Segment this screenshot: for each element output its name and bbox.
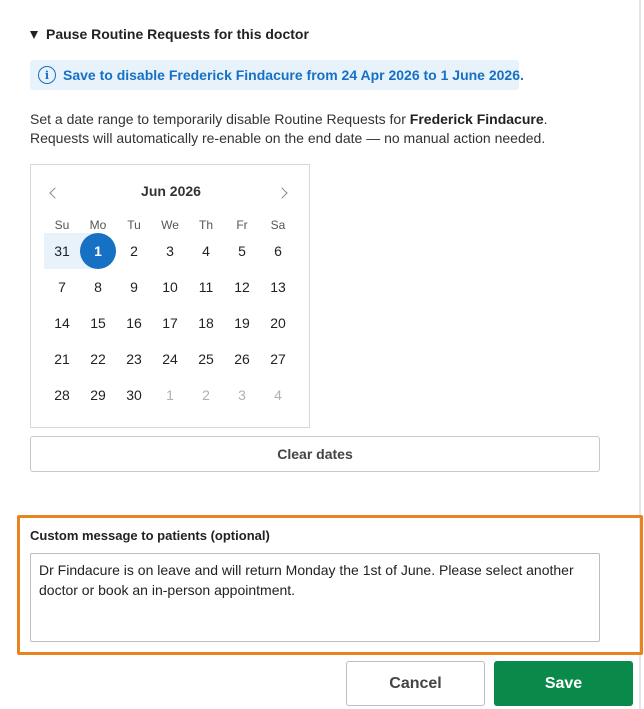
calendar-day-label: 24 [162, 351, 178, 367]
calendar-day-label: 29 [90, 387, 106, 403]
calendar-day[interactable] [188, 341, 224, 377]
calendar-day-label: 3 [166, 243, 174, 259]
chevron-right-icon [276, 187, 287, 198]
description-prefix: Set a date range to temporarily disable Routine Requests for [30, 111, 410, 127]
calendar-day-label: 3 [238, 387, 246, 403]
calendar-day[interactable] [44, 377, 80, 413]
save-button[interactable]: Save [494, 661, 633, 706]
calendar-day-label: 30 [126, 387, 142, 403]
calendar-day-label: 11 [198, 279, 214, 295]
calendar-day[interactable] [116, 377, 152, 413]
calendar-day[interactable] [260, 377, 296, 413]
calendar-day[interactable] [116, 269, 152, 305]
clear-dates-button[interactable]: Clear dates [30, 436, 600, 472]
calendar-day[interactable] [152, 233, 188, 269]
calendar-day-label: 12 [234, 279, 250, 295]
calendar-day-label: 5 [238, 243, 246, 259]
description-line-2: Requests will automatically re-enable on the end date — no manual action needed. [30, 130, 546, 146]
calendar-day-grid [44, 233, 296, 413]
calendar-day-label: 10 [162, 279, 178, 295]
calendar-day[interactable] [188, 233, 224, 269]
calendar-day-label: 19 [234, 315, 250, 331]
cancel-button[interactable]: Cancel [346, 661, 485, 706]
calendar-day-label: 2 [202, 387, 210, 403]
calendar-day-selected[interactable] [80, 233, 116, 269]
calendar-day-label: 7 [58, 279, 66, 295]
description-suffix: . [543, 111, 548, 127]
calendar-day[interactable] [152, 269, 188, 305]
calendar-day-label: 21 [54, 351, 70, 367]
weekday-label: Mo [89, 218, 107, 232]
calendar-day-label: 9 [130, 279, 138, 295]
calendar-day[interactable] [44, 305, 80, 341]
info-icon: i [38, 66, 56, 84]
calendar-day-label: 27 [270, 351, 286, 367]
calendar-day[interactable] [224, 341, 260, 377]
calendar-day[interactable] [152, 377, 188, 413]
calendar-day[interactable] [44, 233, 80, 269]
calendar-day-label: 31 [54, 243, 70, 259]
calendar-day[interactable] [116, 341, 152, 377]
weekday-label: Su [54, 218, 70, 232]
calendar-day[interactable] [188, 269, 224, 305]
custom-message-label: Custom message to patients (optional) [30, 528, 270, 543]
weekday-label: Th [198, 218, 213, 232]
calendar-day-label: 1 [80, 233, 116, 269]
calendar-day[interactable] [152, 305, 188, 341]
date-range-calendar [30, 164, 310, 428]
calendar-day-label: 4 [202, 243, 210, 259]
calendar-day-label: 13 [270, 279, 286, 295]
calendar-day[interactable] [188, 305, 224, 341]
calendar-day[interactable] [80, 269, 116, 305]
next-month-button[interactable] [278, 189, 286, 197]
calendar-day[interactable] [260, 341, 296, 377]
calendar-day-label: 25 [198, 351, 214, 367]
calendar-day-label: 28 [54, 387, 70, 403]
calendar-day-label: 18 [198, 315, 214, 331]
calendar-day[interactable] [152, 341, 188, 377]
calendar-day-label: 1 [166, 387, 174, 403]
pause-description [30, 110, 620, 148]
calendar-day[interactable] [80, 305, 116, 341]
calendar-day-label: 8 [94, 279, 102, 295]
calendar-day[interactable] [44, 341, 80, 377]
calendar-day-label: 15 [90, 315, 106, 331]
calendar-day-label: 16 [126, 315, 142, 331]
calendar-day-label: 4 [274, 387, 282, 403]
pause-section-header[interactable] [30, 26, 309, 42]
calendar-day-label: 14 [54, 315, 70, 331]
calendar-day-label: 20 [270, 315, 286, 331]
calendar-day-label: 6 [274, 243, 282, 259]
calendar-day-label: 22 [90, 351, 106, 367]
triangle-down-icon [30, 31, 38, 39]
calendar-day-label: 2 [130, 243, 138, 259]
doctor-name: Frederick Findacure [409, 111, 544, 127]
weekday-label: We [161, 218, 179, 232]
weekday-label: Fr [236, 218, 248, 232]
info-banner [30, 60, 524, 90]
calendar-day[interactable] [224, 269, 260, 305]
calendar-day-label: 23 [126, 351, 142, 367]
calendar-day[interactable] [44, 269, 80, 305]
weekday-header-row [44, 218, 296, 232]
calendar-day[interactable] [116, 305, 152, 341]
calendar-day[interactable] [260, 233, 296, 269]
calendar-day[interactable] [260, 269, 296, 305]
calendar-day[interactable] [224, 377, 260, 413]
calendar-day[interactable] [116, 233, 152, 269]
calendar-day[interactable] [188, 377, 224, 413]
calendar-day-label: 17 [162, 315, 178, 331]
calendar-day[interactable] [224, 233, 260, 269]
calendar-day[interactable] [260, 305, 296, 341]
custom-message-textarea[interactable] [30, 553, 600, 642]
weekday-label: Tu [127, 218, 141, 232]
calendar-day[interactable] [80, 341, 116, 377]
calendar-day-label: 26 [234, 351, 250, 367]
section-title: Pause Routine Requests for this doctor [46, 26, 309, 42]
calendar-day[interactable] [80, 377, 116, 413]
weekday-label: Sa [270, 218, 286, 232]
calendar-month-label: Jun 2026 [141, 183, 201, 199]
info-banner-text: Save to disable Frederick Findacure from 24 Apr 2026 to 1 June 2026. [63, 67, 524, 83]
calendar-day[interactable] [224, 305, 260, 341]
